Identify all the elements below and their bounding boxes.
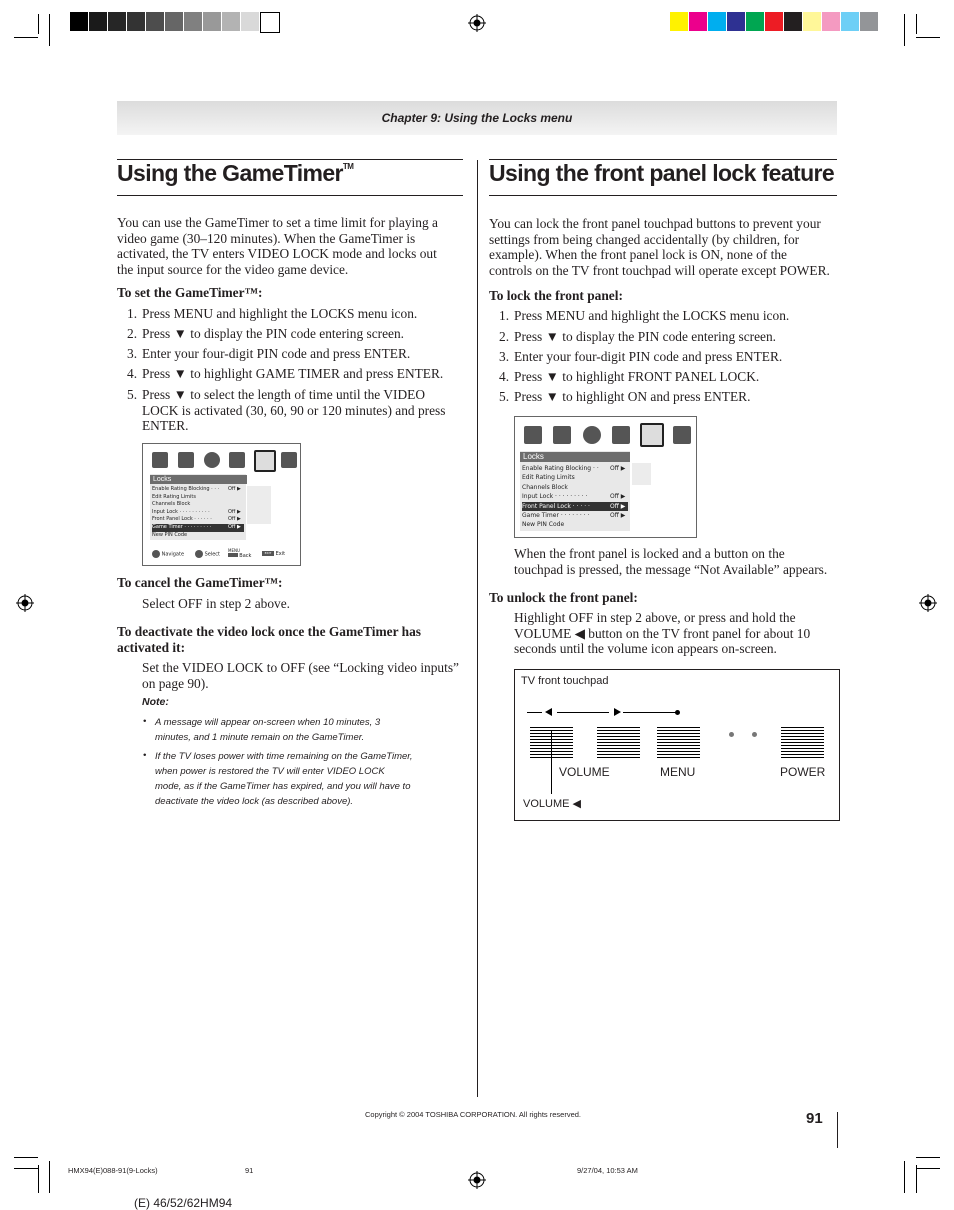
locks-menu-row [522,502,628,511]
set-gametimer-heading: To set the GameTimer™: [117,285,263,300]
gray-swatch [70,12,88,31]
step-text: Enter your four-digit PIN code and press ENTER. [142,346,411,361]
gray-swatch [260,12,280,33]
volume-up-button [597,727,640,760]
intro-line: example). When the front panel lock is ON, none of the [489,247,787,262]
row-value: Off ▶ [610,465,626,472]
navigate-hint [152,550,184,558]
step-number: 4. [127,366,138,381]
color-swatch [822,12,840,31]
row-label: Game Timer · · · · · · · · · [152,524,212,530]
arrow-line [557,712,609,713]
row-label: Channels Block [152,501,191,508]
row-label: Front Panel Lock · · · · · · [152,516,212,523]
step-number: 3. [499,349,510,364]
deactivate-text [142,660,472,691]
locks-menu-row [522,464,628,473]
row-value: Off ▶ [228,524,241,530]
row-label: Channels Block [522,483,568,491]
locks-menu-row [152,494,244,502]
text-line: VOLUME ◀ button on the TV front panel for about 10 [514,625,811,641]
intro-line: You can lock the front panel touchpad buttons to prevent your [489,216,821,231]
column-divider [477,160,478,1097]
menu-key-label: MENU [228,548,240,553]
locks-menu-row [522,520,628,529]
note-2 [155,749,455,809]
dot-icon [752,732,757,737]
step-number: 4. [499,369,510,384]
section-title-front-panel-lock: Using the front panel lock feature [489,160,835,186]
color-swatch [803,12,821,31]
front-panel-options [632,463,651,485]
heading-line: activated it: [117,639,186,655]
exit-key-icon: EXIT [262,551,274,556]
step-text: ENTER. [142,418,189,433]
gray-swatch [203,12,221,31]
volume-label: VOLUME [559,765,610,779]
arrow-line [527,712,542,713]
step-text: LOCK is activated (30, 60, 90 or 120 minutes) and press [142,402,446,418]
gray-swatch [241,12,259,31]
locks-menu-screenshot-gametimer [142,443,301,566]
arrow-right-icon [614,708,621,716]
step-text: Press MENU and highlight the LOCKS menu icon. [514,308,790,323]
front-panel-intro [489,216,841,278]
menu-icon [229,452,245,468]
intro-line: controls on the TV front touchpad will operate except POWER. [489,262,830,278]
step-number: 2. [499,329,510,344]
step-5 [127,387,462,435]
menu-icon [204,452,220,468]
row-value: Off ▶ [610,502,626,510]
note-bullet: • [143,716,147,727]
power-button [781,727,824,760]
note-bullet: • [143,750,147,761]
intro-line: the input source for the video game device. [117,261,349,277]
trademark: TM [342,162,354,171]
lock-front-panel-heading: To lock the front panel: [489,288,623,303]
locks-panel-title: Locks [520,452,630,462]
note-label: Note: [142,696,169,708]
locks-menu-row [522,511,628,520]
back-label: Back [239,553,252,559]
gametimer-options [247,486,271,524]
model-number: (E) 46/52/62HM94 [134,1196,233,1210]
arrow-left-icon [545,708,552,716]
menu-icon [673,426,691,444]
menu-icon [583,426,601,444]
gray-swatch [222,12,240,31]
dot-icon [729,732,734,737]
arrow-line [623,712,677,713]
cancel-gametimer-text: Select OFF in step 2 above. [142,596,291,611]
note-line: when power is restored the TV will enter VIDEO LOCK [155,766,385,777]
locks-menu-row [522,473,628,482]
select-icon [195,550,203,558]
gray-swatch [127,12,145,31]
section-rule [489,195,837,196]
step-text: Press ▼ to select the length of time until the VIDEO [142,387,426,402]
gametimer-intro [117,215,463,277]
slug-date: 9/27/04, 10:53 AM [577,1166,638,1175]
gray-swatch [89,12,107,31]
color-swatch [784,12,802,31]
touchpad-title: TV front touchpad [521,675,609,687]
volume-down-label: VOLUME ◀ [523,798,581,810]
unlock-front-panel-heading: To unlock the front panel: [489,590,638,605]
navigate-icon [152,550,160,558]
heading-line: To deactivate the video lock once the GameTimer has [117,624,421,639]
exit-hint [262,551,285,557]
select-hint [195,550,220,558]
note-line: If the TV loses power with time remaining on the GameTimer, [155,751,413,762]
power-label: POWER [780,765,826,779]
navigate-label: Navigate [161,551,185,558]
row-value: Off ▶ [228,486,241,492]
step-number: 5. [127,387,138,402]
section-rule [117,195,463,196]
row-value: Off ▶ [610,493,626,501]
row-label: Edit Rating Limits [522,474,575,482]
registration-mark-icon [468,14,486,32]
text-line: Highlight OFF in step 2 above, or press and hold the [514,610,796,625]
step-number: 5. [499,389,510,404]
text-line: on page 90). [142,675,209,691]
gray-swatch [108,12,126,31]
cancel-gametimer-heading: To cancel the GameTimer™: [117,575,283,590]
step-number: 3. [127,346,138,361]
slug-page: 91 [245,1166,254,1175]
intro-line: activated, the TV enters VIDEO LOCK mode and locks out [117,246,437,261]
color-swatch [841,12,859,31]
row-label: Game Timer · · · · · · · · [522,512,590,519]
dot-icon [675,710,680,715]
color-swatch [746,12,764,31]
locks-menu-row [152,486,244,494]
color-swatch [860,12,878,31]
locks-menu-screenshot-front-panel [514,416,697,538]
step-text: Press ▼ to display the PIN code entering screen. [142,326,405,341]
front-touchpad-diagram [514,669,840,821]
row-value: Off ▶ [228,516,241,523]
text-line: touchpad is pressed, the message “Not Available” appears. [514,561,828,577]
note-line: mode, as if the GameTimer has expired, and you will have to [155,781,411,792]
row-label: Input Lock · · · · · · · · · [522,493,588,501]
color-swatch [670,12,688,31]
row-label: New PIN Code [522,521,565,529]
gray-swatch [146,12,164,31]
menu-icon [612,426,630,444]
deactivate-heading [117,624,463,655]
locks-menu-row [152,516,244,524]
menu-icon [281,452,297,468]
locks-menu-row [152,532,244,540]
page-number: 91 [806,1110,823,1127]
step-text: Enter your four-digit PIN code and press ENTER. [514,349,783,364]
gray-swatch [165,12,183,31]
registration-mark-icon [16,594,34,612]
lock-icon [254,450,276,472]
step-text: Press ▼ to highlight ON and press ENTER. [514,389,751,404]
menu-icon [553,426,571,444]
step-number: 1. [499,308,510,323]
step-text: Press ▼ to highlight FRONT PANEL LOCK. [514,369,760,384]
unlock-front-panel-text [514,610,844,657]
note-line: A message will appear on-screen when 10 minutes, 3 [155,717,381,728]
locks-menu-row [152,509,244,517]
locks-menu-row [522,483,628,492]
menu-label: MENU [660,765,696,779]
row-label: New PIN Code [152,531,188,538]
locks-menu-row [522,492,628,501]
text-line: Set the VIDEO LOCK to OFF (see “Locking video inputs” [142,660,459,675]
color-swatch [765,12,783,31]
back-hint [228,548,251,559]
registration-mark-icon [468,1171,486,1189]
note-line: deactivate the video lock (as described above). [155,796,354,807]
callout-line [551,730,552,794]
row-label: Edit Rating Limits [152,493,196,500]
menu-key-icon [228,553,238,557]
row-label: Enable Rating Blocking · · · [152,486,220,492]
lock-icon [640,423,664,447]
locked-message-text [514,546,844,577]
copyright: Copyright © 2004 TOSHIBA CORPORATION. All rights reserved. [365,1110,582,1119]
row-label: Front Panel Lock · · · · · [522,502,590,510]
chapter-title: Chapter 9: Using the Locks menu [381,111,573,125]
step-text: Press MENU and highlight the LOCKS menu icon. [142,306,418,321]
page-number-rule [837,1112,838,1148]
registration-mark-icon [919,594,937,612]
row-value: Off ▶ [610,512,626,519]
title-text: Using the GameTimer [117,160,343,186]
menu-icon [178,452,194,468]
row-label: Input Lock · · · · · · · · · · [152,508,210,515]
gray-swatch [184,12,202,31]
step-number: 2. [127,326,138,341]
exit-label: Exit [275,551,286,557]
menu-button [657,727,700,760]
menu-icon [524,426,542,444]
intro-line: You can use the GameTimer to set a time limit for playing a [117,215,438,230]
intro-line: video game (30–120 minutes). When the GameTimer is [117,230,416,246]
row-value: Off ▶ [228,508,241,515]
section-title-gametimer [117,160,353,187]
locks-panel-title: Locks [150,475,247,484]
menu-icon [152,452,168,468]
locks-menu-row [152,501,244,509]
slug-file: HMX94(E)088-91(9-Locks) [68,1166,158,1175]
text-line: When the front panel is locked and a button on the [514,546,785,561]
intro-line: settings from being changed accidentally (by children, for [489,231,800,247]
note-1 [155,715,455,745]
text-line: seconds until the volume icon appears on-screen. [514,641,777,656]
color-swatch [708,12,726,31]
color-swatch [727,12,745,31]
step-number: 1. [127,306,138,321]
select-label: Select [204,551,221,558]
row-label: Enable Rating Blocking · · [522,465,599,472]
color-swatch [689,12,707,31]
step-text: Press ▼ to display the PIN code entering screen. [514,329,777,344]
locks-menu-row [152,524,244,532]
note-line: minutes, and 1 minute remain on the GameTimer. [155,732,365,743]
step-text: Press ▼ to highlight GAME TIMER and press ENTER. [142,366,444,381]
